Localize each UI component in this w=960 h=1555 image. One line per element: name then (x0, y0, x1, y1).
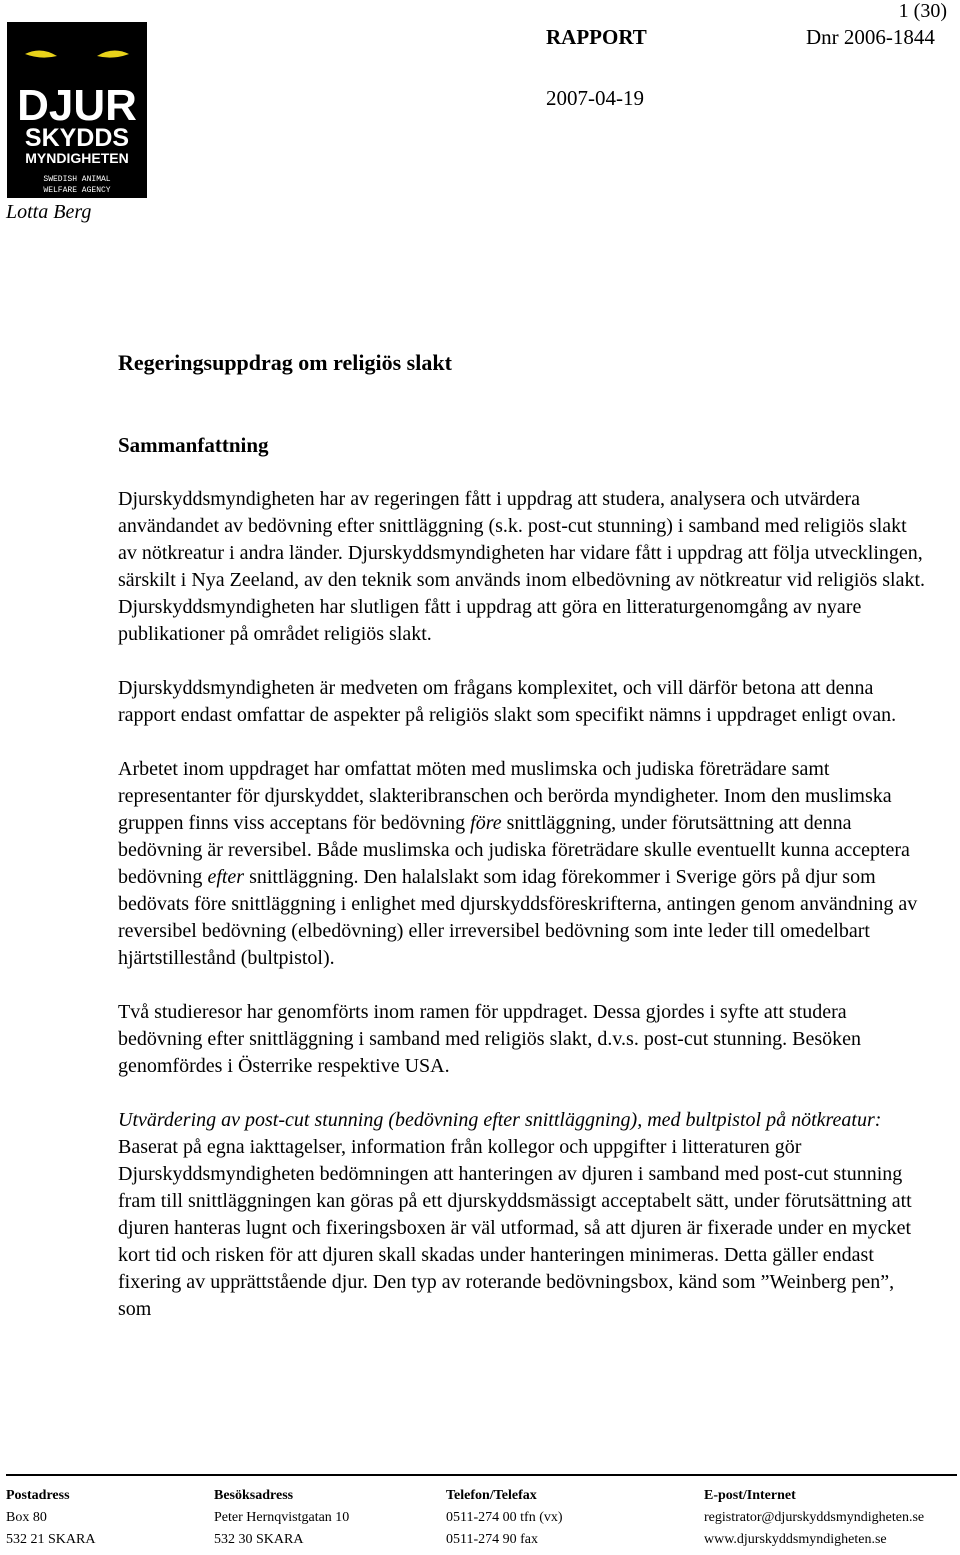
paragraph-3-part-a: Arbetet inom uppdraget har omfattat möten med muslimska och judiska företrädare samt representanter för djurskyddet, slakteribranschen och berörda myndigheter. Inom den muslimska gruppen finns viss acceptans för bedövning (118, 758, 892, 834)
paragraph-3-part-c: snittläggning. Den halalslakt som idag förekommer i Sverige görs på djur som bedövats före snittläggning i enlighet med djurskyddsföreskrifterna, antingen genom användning av reversibel bedövning (elbedövning) eller irreversibel bedövning som inte leder till omedelbart hjärtstillestånd (bultpistol). (118, 866, 918, 969)
footer-line: 0511-274 00 tfn (vx) (446, 1510, 563, 1525)
registration-number: Dnr 2006-1844 (806, 25, 935, 49)
footer-email-link[interactable]: registrator@djurskyddsmyndigheten.se (704, 1510, 925, 1525)
page-number: 1 (30) (898, 0, 947, 22)
agency-logo (7, 22, 147, 198)
footer-heading: E-post/Internet (704, 1488, 796, 1503)
footer-heading: Besöksadress (214, 1488, 294, 1503)
footer-line: 532 30 SKARA (214, 1532, 304, 1547)
document-type: RAPPORT (546, 25, 647, 49)
paragraph-3 (118, 756, 930, 972)
document-body (118, 432, 930, 1350)
footer-postal-address (6, 1485, 95, 1551)
sub-heading (118, 1107, 930, 1134)
document-title: Regeringsuppdrag om religiös slakt (118, 350, 452, 375)
footer-phone-fax (446, 1485, 563, 1551)
document-date: 2007-04-19 (546, 86, 644, 110)
logo-word-skydds: SKYDDS (24, 124, 130, 152)
paragraph-5: Baserat på egna iakttagelser, information från kollegor och uppgifter i litteraturen gör Djurskyddsmyndigheten bedömningen att hanteringen av djuren i samband med post-cut stunning fram till snittläggningen kan göras på ett djurskyddsmässigt acceptabelt sätt, under förutsättning att djuren hanteras lugnt och fixeringsboxen är väl utformad, så att djuren är fixerade under en mycket kort tid och risken för att djuren skall skadas under hanteringen minimeras. Detta gäller endast fixering av upprättstående djur. Den typ av roterande bedövningsbox, känd som ”Weinberg pen”, som (118, 1136, 912, 1320)
footer-email-web (704, 1485, 924, 1551)
footer-line: Box 80 (6, 1510, 47, 1525)
logo-english-line2: WELFARE AGENCY (43, 186, 111, 195)
emphasis-efter: efter (207, 866, 245, 888)
logo-english-line1: SWEDISH ANIMAL (43, 175, 111, 184)
footer-line: 0511-274 90 fax (446, 1532, 539, 1547)
paragraph-2: Djurskyddsmyndigheten är medveten om frågans komplexitet, och vill därför betona att denna rapport endast omfattar de aspekter på religiös slakt som specifikt nämns i uppdraget enligt ovan. (118, 677, 897, 726)
author-name: Lotta Berg (6, 201, 92, 223)
logo-word-djur: DJUR (17, 81, 137, 130)
sub-heading-text: Utvärdering av post-cut stunning (bedövning efter snittläggning), med bultpistol på nötkreatur: (118, 1109, 882, 1131)
footer-website-link[interactable]: www.djurskyddsmyndigheten.se (704, 1532, 887, 1547)
paragraph-3-part-b: snittläggning, under förutsättning att denna bedövning är reversibel. Både muslimska och judiska företrädare skulle eventuellt kunna acceptera bedövning (118, 812, 910, 888)
logo-graphic (7, 22, 147, 198)
footer-divider (6, 1474, 957, 1476)
footer-line: Peter Hernqvistgatan 10 (214, 1510, 350, 1525)
footer-heading: Telefon/Telefax (446, 1488, 537, 1503)
emphasis-fore: före (470, 812, 502, 834)
paragraph-4: Två studieresor har genomförts inom ramen för uppdraget. Dessa gjordes i syfte att studera bedövning efter snittläggning i samband med religiös slakt, d.v.s. post-cut stunning. Besöken genomfördes i Österrike respektive USA. (118, 1001, 862, 1077)
footer-visiting-address (214, 1485, 349, 1551)
summary-heading: Sammanfattning (118, 433, 269, 457)
logo-word-myndigheten: MYNDIGHETEN (25, 150, 129, 166)
footer-heading: Postadress (6, 1488, 70, 1503)
footer-line: 532 21 SKARA (6, 1532, 96, 1547)
paragraph-1: Djurskyddsmyndigheten har av regeringen fått i uppdrag att studera, analysera och utvärdera användandet av bedövning efter snittläggning (s.k. post-cut stunning) i samband med religiös slakt av nötkreatur i andra länder. Djurskyddsmyndigheten har vidare fått i uppdrag att följa utvecklingen, särskilt i Nya Zeeland, av den teknik som används inom elbedövning av nötkreatur vid religiös slakt. Djurskyddsmyndigheten har slutligen fått i uppdrag att göra en litteraturgenomgång av nyare publikationer på området religiös slakt. (118, 488, 926, 645)
